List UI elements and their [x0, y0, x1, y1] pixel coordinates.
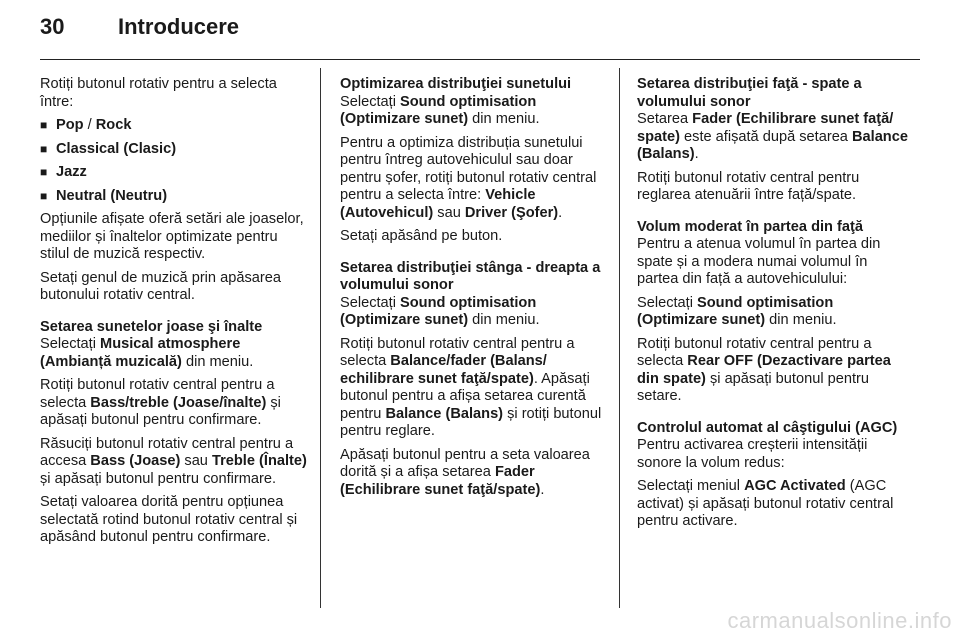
page-number: 30 [40, 14, 65, 39]
section-heading: Setarea sunetelor joase şi înalte [40, 318, 263, 335]
paragraph: Setați apăsând pe buton. [340, 228, 503, 244]
paragraph: Selectați Sound optimisation (Optimizare sunet) din meniu. [340, 93, 540, 127]
paragraph: Selectați Sound optimisation (Optimizare sunet) din meniu. [637, 294, 837, 328]
column-divider-left [320, 68, 321, 608]
paragraph: Setați valoarea dorită pentru opțiunea selectată rotind butonul rotativ central și apăsând butonul pentru confirmare. [40, 494, 298, 545]
paragraph: Pentru a optimiza distribuția sunetului pentru întreg autovehiculul sau doar pentru șofer, rotiți butonul rotativ central pentru a selecta între: Vehicle (Autovehicul) sau Driver (Şofer). [340, 134, 597, 221]
bullet-icon: ■ [40, 118, 48, 132]
paragraph: Pentru a atenua volumul în partea din spate și a modera numai volumul în partea din față a autovehiculului: [637, 236, 881, 287]
paragraph: Setarea Fader (Echilibrare sunet faţă/ spate) este afișată după setarea Balance (Balans). [637, 111, 908, 162]
paragraph: Selectați meniul AGC Activated (AGC activat) și apăsați butonul rotativ central pentru activare. [637, 478, 894, 529]
list-item: ■ Neutral (Neutru) [40, 187, 168, 204]
paragraph: Selectați Musical atmosphere (Ambianță muzicală) din meniu. [40, 336, 254, 370]
section-balance [340, 260, 610, 500]
genre-list [40, 117, 310, 205]
paragraph: Rotiți butonul rotativ central pentru a selecta Balance/fader (Balans/ echilibrare sunet faţă/spate). Apăsați butonul pentru a afișa setarea curentă pentru Balance (Balans) și rotiți butonul pentru reglare. [340, 335, 602, 439]
section-heading: Optimizarea distribuţiei sunetului [340, 76, 572, 92]
paragraph: Apăsați butonul pentru a seta valoarea dorită și a afișa setarea Fader (Echilibrare sunet faţă/spate). [340, 446, 590, 498]
list-item: ■ Pop / Rock [40, 117, 132, 133]
section-front-volume [637, 219, 909, 406]
section-bass-treble [40, 319, 310, 547]
section-heading: Setarea distribuţiei stânga - dreapta a volumului sonor [340, 259, 601, 293]
header-divider [40, 59, 920, 60]
section-agc [637, 420, 909, 531]
bullet-icon: ■ [40, 141, 48, 156]
paragraph: Rotiți butonul rotativ central pentru a selecta Bass/treble (Joase/înalte) și apăsați butonul pentru confirmare. [40, 377, 281, 428]
paragraph: Răsuciți butonul rotativ central pentru a accesa Bass (Joase) sau Treble (Înalte) și apăsați butonul pentru confirmare. [40, 435, 307, 487]
page-title: Introducere [118, 14, 240, 39]
paragraph: Opțiunile afișate oferă setări ale joaselor, mediilor și înaltelor optimizate pentru stilul de muzică respectiv. [40, 211, 304, 262]
watermark: carmanualsonline.info [727, 608, 952, 633]
list-item: ■ Jazz [40, 164, 87, 180]
column-3 [637, 76, 909, 537]
section-heading: Controlul automat al câştigului (AGC) [637, 419, 898, 436]
paragraph: Pentru activarea creșterii intensității sonore la volum redus: [637, 437, 868, 471]
paragraph: Selectați Sound optimisation (Optimizare sunet) din meniu. [340, 294, 540, 328]
paragraph: Rotiți butonul rotativ pentru a selecta între: [40, 76, 277, 110]
column-1 [40, 76, 310, 553]
paragraph: Rotiți butonul rotativ central pentru a selecta Rear OFF (Dezactivare partea din spate) și apăsați butonul pentru setare. [637, 335, 891, 404]
paragraph: Rotiți butonul rotativ central pentru reglarea atenuării între față/spate. [637, 169, 860, 203]
section-sound-optimisation [340, 76, 610, 246]
column-divider-right [619, 68, 620, 608]
column-2 [340, 76, 610, 505]
bullet-icon: ■ [40, 165, 48, 179]
bullet-icon: ■ [40, 188, 48, 203]
section-fader [637, 76, 909, 205]
section-heading: Setarea distribuţiei faţă - spate a volumului sonor [637, 76, 862, 110]
list-item: ■ Classical (Clasic) [40, 140, 177, 157]
section-heading: Volum moderat în partea din faţă [637, 218, 863, 235]
paragraph: Setați genul de muzică prin apăsarea butonului rotativ central. [40, 269, 281, 303]
